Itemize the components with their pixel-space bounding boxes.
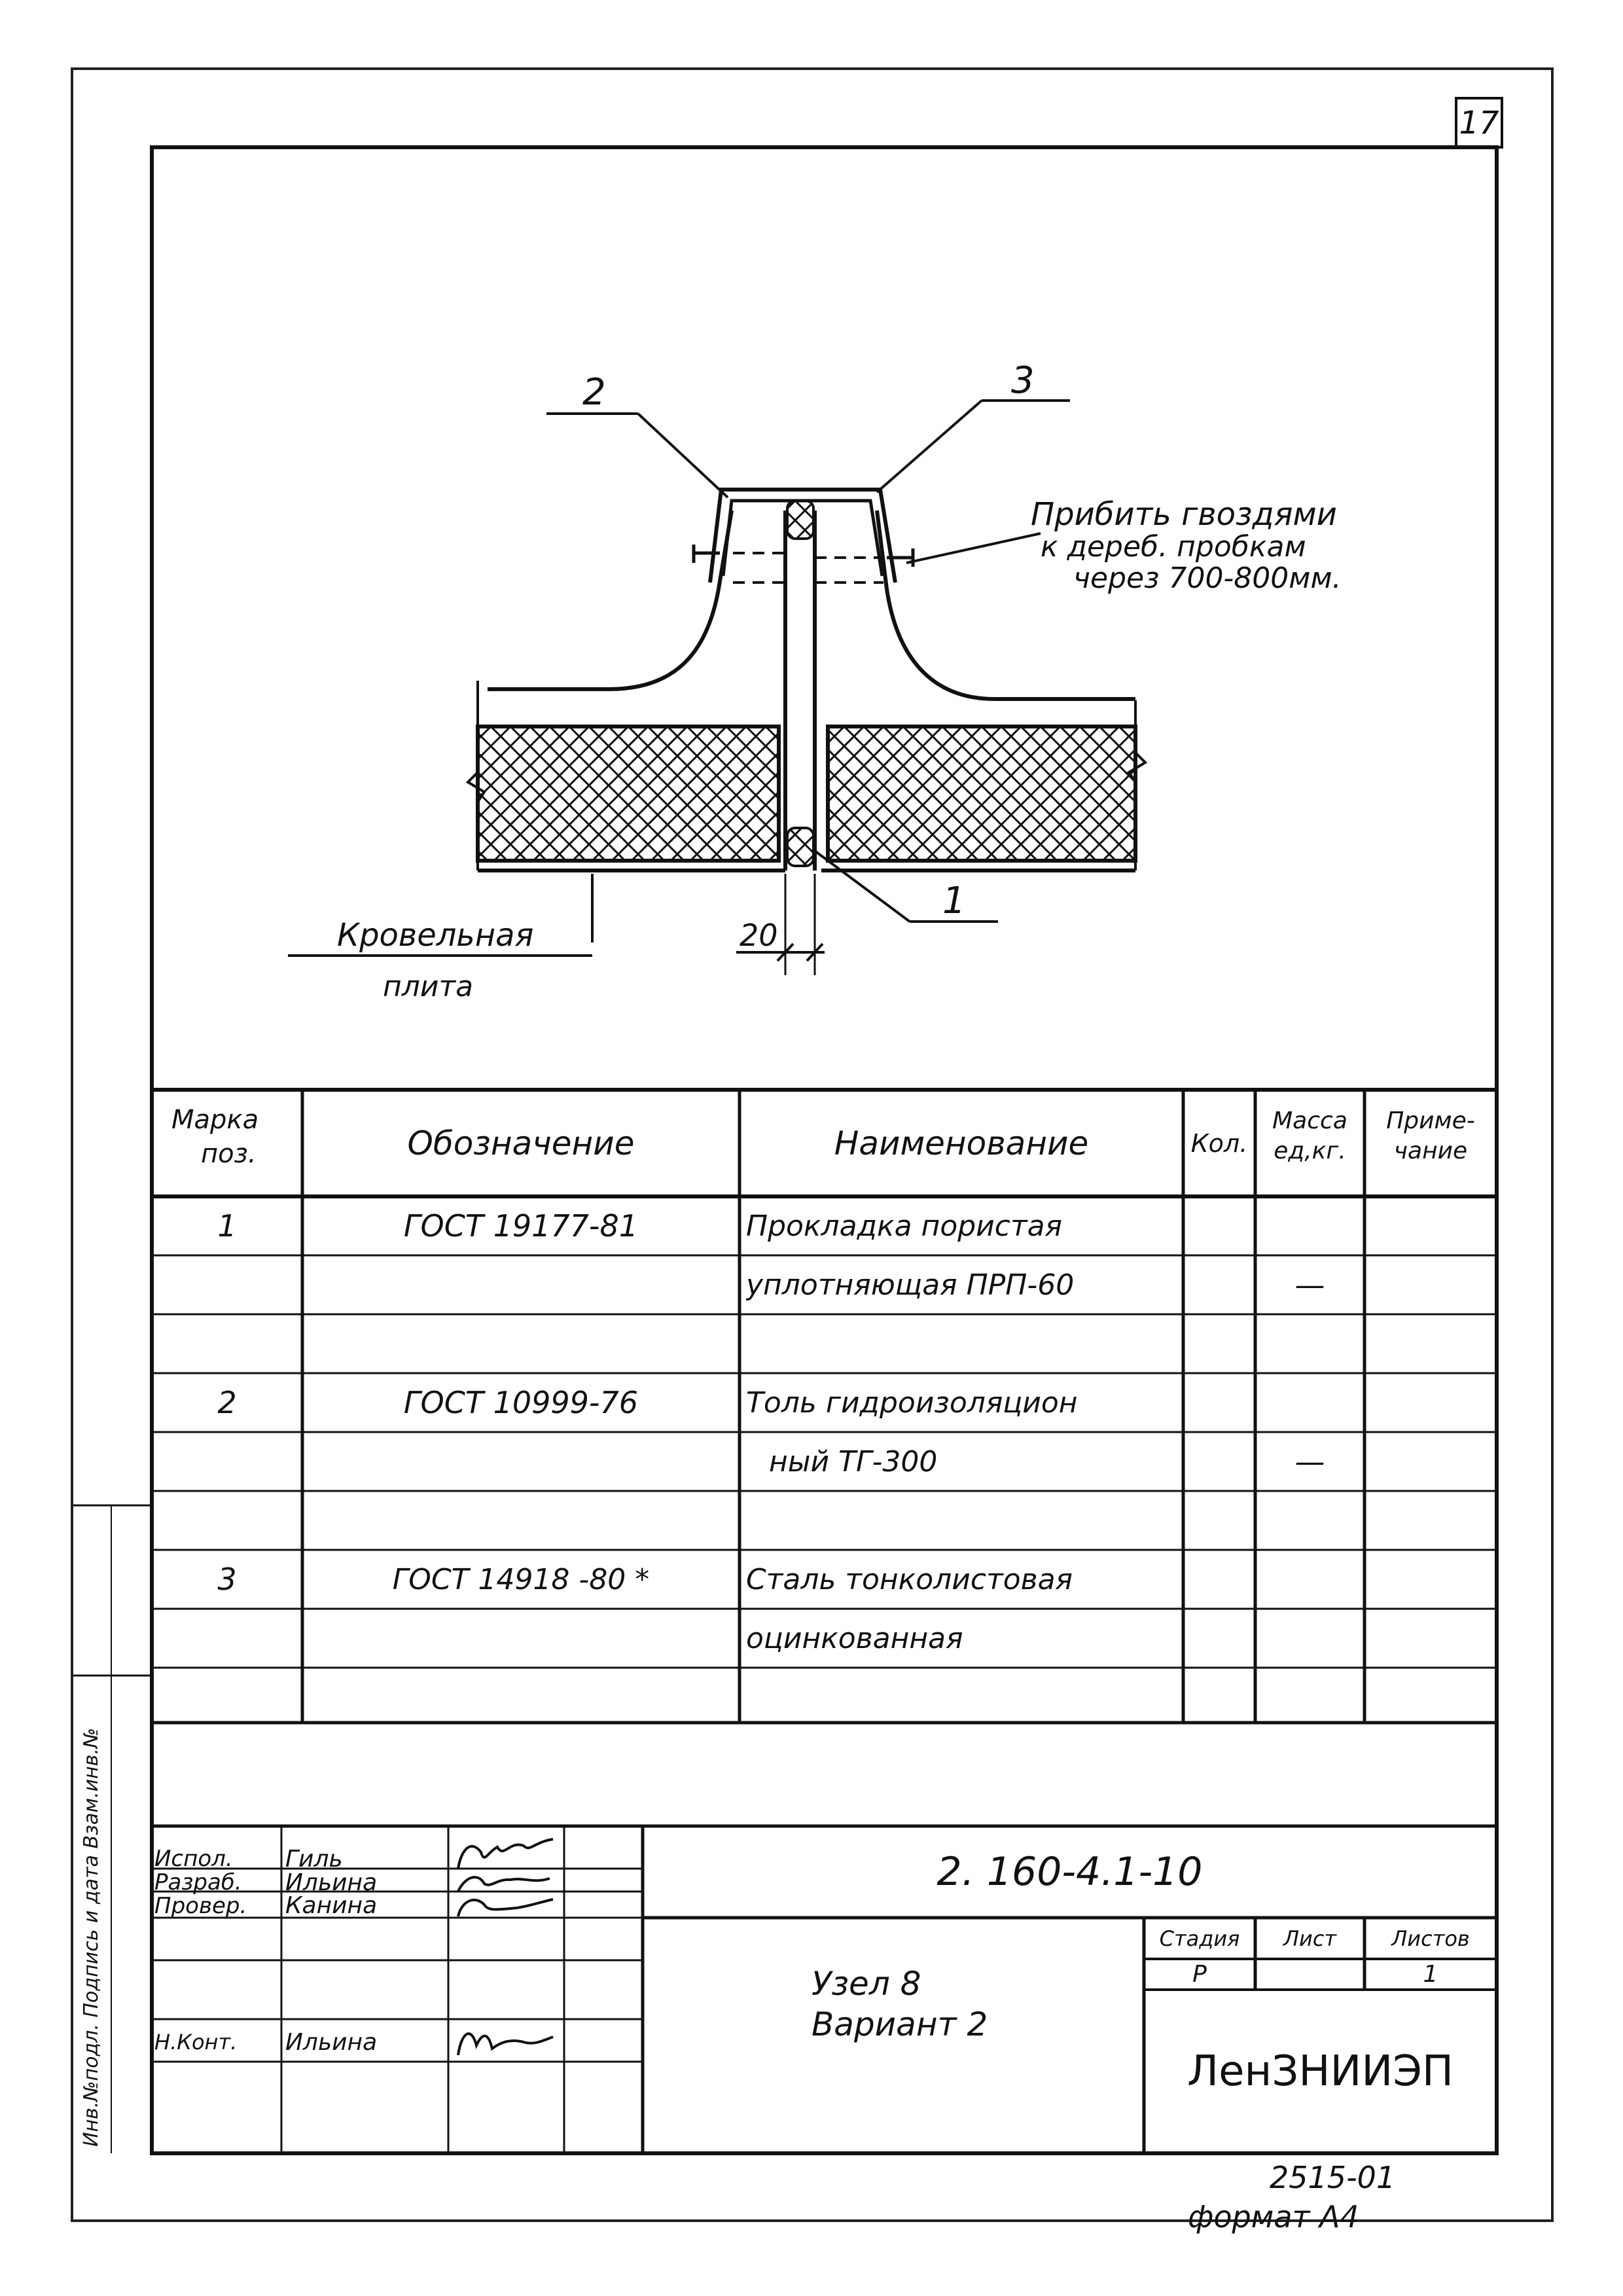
side-stamp: Инв.№подл. Подпись и дата Взам.инв.№	[80, 1727, 103, 2147]
roof-slab-label-2: плита	[383, 970, 474, 1003]
sheets-label: Листов	[1391, 1926, 1470, 1951]
row1-mark: 1	[217, 1208, 237, 1244]
sheet-number: 17	[1459, 104, 1499, 141]
drawing-title	[812, 1964, 1139, 2045]
roof-slab-label-1: Кровельная	[337, 917, 534, 954]
sheet-value	[1255, 1959, 1364, 1990]
role-norm-control: Н.Конт.	[154, 2030, 238, 2054]
footer-number: 2515-01	[1270, 2160, 1396, 2195]
header-mark-line2: поз.	[201, 1139, 257, 1169]
callout-1: 1	[942, 880, 966, 922]
name-checker: Канина	[285, 1893, 378, 1918]
row8-name: оцинкованная	[746, 1621, 963, 1655]
role-checker: Провер.	[154, 1893, 247, 1918]
note-line-1: Прибить гвоздями	[1031, 496, 1337, 533]
name-executor: Гиль	[285, 1846, 343, 1872]
header-mark-line1: Марка	[171, 1105, 259, 1135]
row1-designation: ГОСТ 19177-81	[403, 1208, 639, 1244]
row7-mark: 3	[217, 1562, 237, 1597]
dimension-label: 20	[740, 918, 778, 953]
row4-name: Толь гидроизоляцион	[746, 1386, 1078, 1420]
header-note-line1: Приме-	[1386, 1107, 1475, 1134]
header-mass-line1: Масса	[1272, 1107, 1347, 1134]
row5-name: ный ТГ-300	[769, 1444, 938, 1479]
organization-name: ЛенЗНИИЭП	[1186, 2047, 1454, 2096]
stage-value: Р	[1192, 1961, 1207, 1988]
name-norm-control: Ильина	[285, 2028, 378, 2056]
sheets-value: 1	[1423, 1961, 1438, 1988]
callout-3: 3	[1011, 359, 1035, 402]
row2-mass: —	[1294, 1267, 1325, 1302]
role-developer: Разраб.	[154, 1871, 242, 1894]
sheet-label: Лист	[1283, 1926, 1337, 1951]
footer-format: формат А4	[1188, 2199, 1359, 2234]
row4-designation: ГОСТ 10999-76	[403, 1385, 639, 1420]
row1-name: Прокладка пористая	[746, 1209, 1063, 1243]
row7-name: Сталь тонколистовая	[746, 1562, 1073, 1596]
header-note-line2: чание	[1393, 1138, 1468, 1164]
header-designation: Обозначение	[407, 1124, 635, 1162]
callout-2: 2	[582, 371, 606, 414]
title-line-1: Узел 8	[812, 1965, 921, 2003]
stage-label: Стадия	[1159, 1926, 1240, 1951]
row2-name: уплотняющая ПРП-60	[746, 1268, 1075, 1302]
row5-mass: —	[1294, 1444, 1325, 1479]
row7-designation: ГОСТ 14918 -80 *	[392, 1562, 650, 1596]
title-line-2: Вариант 2	[812, 2005, 988, 2043]
document-code: 2. 160-4.1-10	[936, 1849, 1203, 1895]
role-executor: Испол.	[154, 1846, 233, 1872]
header-mass-line2: ед,кг.	[1274, 1138, 1346, 1164]
header-name: Наименование	[834, 1124, 1089, 1162]
name-developer: Ильина	[285, 1871, 378, 1894]
note-line-3: через 700-800мм.	[1073, 562, 1342, 595]
row4-mark: 2	[217, 1385, 237, 1420]
note-line-2: к дереб. пробкам	[1041, 530, 1306, 564]
header-qty: Кол.	[1190, 1128, 1248, 1158]
